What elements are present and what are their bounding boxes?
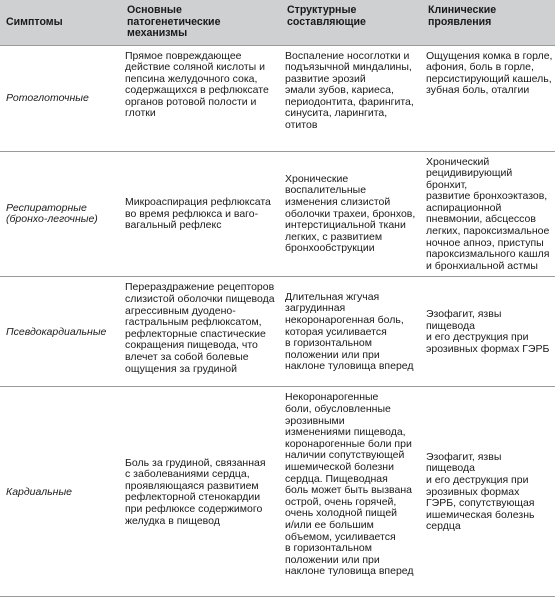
header-row (0, 0, 555, 45)
header-symptoms: Симптомы (0, 0, 117, 45)
table-body (0, 45, 555, 597)
table-row (0, 151, 555, 277)
clinical-cell: Эзофагит, язвы пищевода и его деструкция при эрозивных формах ГЭРБ (418, 277, 555, 387)
clinical-cell: Хронический рецидивирующий бронхит, развитие бронхоэктазов, аспирационной пневмонии, абсцессов легких, пароксизмальное ночное апноэ, приступы пароксизмального кашля и бронхиальной астмы (418, 151, 555, 277)
structure-cell: Хронические воспалительные изменения слизистой оболочки трахеи, бронхов, интерстициальной ткани легких, с развитием бронхообструкции (277, 151, 418, 277)
header-clinical: Клинические проявления (418, 0, 555, 45)
clinical-cell: Ощущения комка в горле, афония, боль в горле, персистирующий кашель, зубная боль, оталгии (418, 45, 555, 151)
structure-cell: Длительная жгучая загрудинная некоронарогенная боль, которая усиливается в горизонтальном положении или при наклоне туловища вперед (277, 277, 418, 387)
structure-cell: Некоронарогенные боли, обусловленные эрозивными изменениями пищевода, коронарогенные боли при наличии сопутствующей ишемической болезни сердца. Пищеводная боль может быть вызвана острой, очень горячей, очень холодной пищей и/или ее большим объемом, усиливается в горизонтальном положении или при наклоне туловища вперед (277, 387, 418, 597)
table-header (0, 0, 555, 45)
symptom-cell: Кардиальные (0, 387, 117, 597)
symptom-cell: Ротоглоточные (0, 45, 117, 151)
table-row (0, 277, 555, 387)
symptom-cell: Респираторные (бронхо-легочные) (0, 151, 117, 277)
structure-cell: Воспаление носоглотки и подъязычной миндалины, развитие эрозий эмали зубов, кариеса, периодонтита, фарингита, синусита, ларингита, отитов (277, 45, 418, 151)
table-row (0, 45, 555, 151)
mechanism-cell: Прямое повреждающее действие соляной кислоты и пепсина желудочного сока, содержащихся в рефлюксате органов ротовой полости и глотки (117, 45, 277, 151)
symptom-cell: Псевдокардиальные (0, 277, 117, 387)
header-structures: Структурные составляющие (277, 0, 418, 45)
clinical-cell: Эзофагит, язвы пищевода и его деструкция при эрозивных формах ГЭРБ, сопутствующая ишемическая болезнь сердца (418, 387, 555, 597)
mechanism-cell: Боль за грудиной, связанная с заболеваниями сердца, проявляющаяся развитием рефлекторной стенокардии при рефлюксе содержимого желудка в пищевод (117, 387, 277, 597)
header-mechanisms: Основные патогенетические механизмы (117, 0, 277, 45)
mechanism-cell: Перераздражение рецепторов слизистой оболочки пищевода агрессивным дуодено- гастральным рефлюксатом, рефлекторные спастические сокращения пищевода, что влечет за собой болевые ощущения за грудиной (117, 277, 277, 387)
mechanism-cell: Микроаспирация рефлюксата во время рефлюкса и ваго- вагальный рефлекс (117, 151, 277, 277)
table-row (0, 387, 555, 597)
